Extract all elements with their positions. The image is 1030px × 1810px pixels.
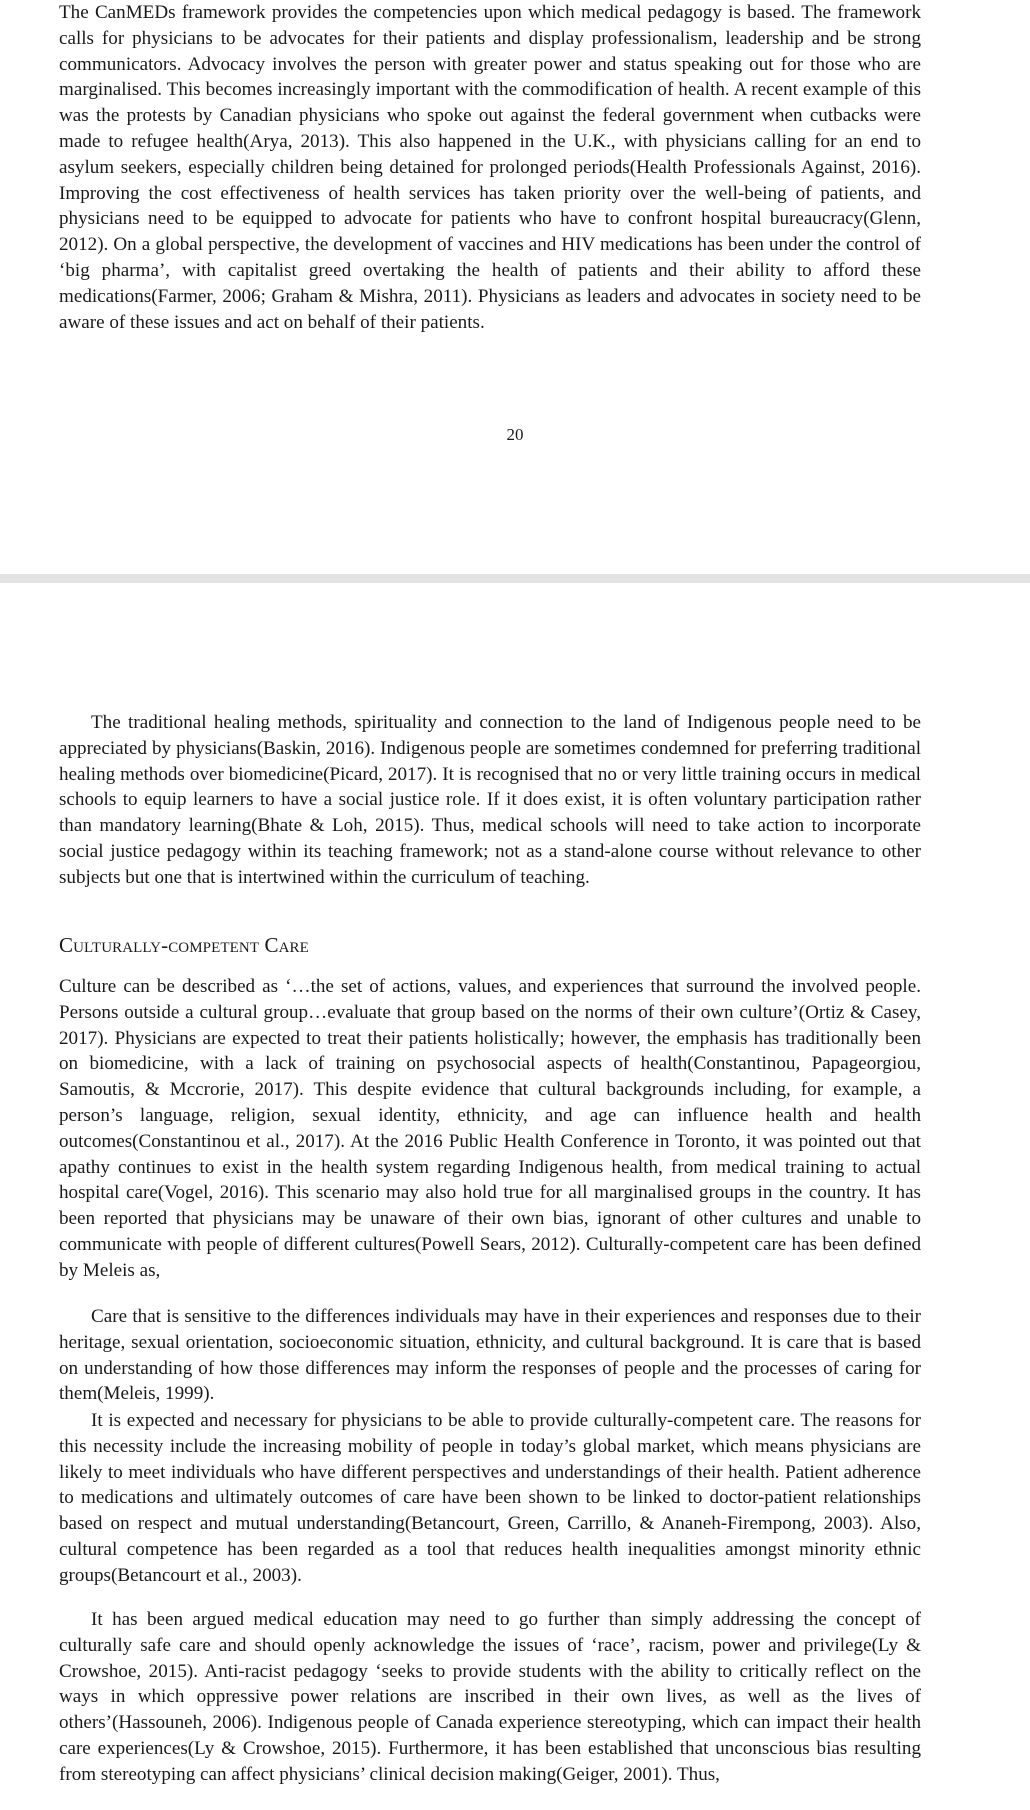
document-page-20	[0, 0, 1030, 574]
culture-definition-paragraph: Culture can be described as ‘…the set of actions, values, and experiences that surround the involved people. Persons outside a cultural group…evaluate that group based on the norms of their own culture’(Ortiz & Casey, 2017). Physicians are expected to treat their patients holistically; however, the emphasis has traditionally been on biomedicine, with a lack of training on psychosocial aspects of health(Constantinou, Papageorgiou, Samoutis, & Mccrorie, 2017). This despite evidence that cultural backgrounds including, for example, a person’s language, religion, sexual identity, ethnicity, and age can influence health and health outcomes(Constantinou et al., 2017). At the 2016 Public Health Conference in Toronto, it was pointed out that apathy continues to exist in the health system regarding Indigenous health, from medical training to actual hospital care(Vogel, 2016). This scenario may also hold true for all marginalised groups in the country. It has been reported that physicians may be unaware of their own bias, ignorant of other cultures and unable to communicate with people of different cultures(Powell Sears, 2012). Culturally-competent care has been defined by Meleis as,	[59, 976, 921, 1281]
meleis-quote-paragraph: Care that is sensitive to the differences individuals may have in their experiences and responses due to their heritage, sexual orientation, socioeconomic situation, ethnicity, and cultural background. It is care that is based on understanding of how those differences may inform the responses of people and the processes of caring for them(Meleis, 1999).	[59, 1306, 921, 1405]
section-heading: Culturally-competent Care	[59, 933, 309, 957]
traditional-healing-paragraph: The traditional healing methods, spirituality and connection to the land of Indigenous people need to be appreciated by physicians(Baskin, 2016). Indigenous people are sometimes condemned for preferring traditional healing methods over biomedicine(Picard, 2017). It is recognised that no or very little training occurs in medical schools to equip learners to have a social justice role. If it does exist, it is often voluntary participation rather than mandatory learning(Bhate & Loh, 2015). Thus, medical schools will need to take action to incorporate social justice pedagogy within its teaching framework; not as a stand-alone course without relevance to other subjects but one that is intertwined within the curriculum of teaching.	[59, 712, 921, 888]
page-gap	[0, 574, 1030, 583]
page-number: 20	[506, 425, 524, 444]
document-page-21	[0, 583, 1030, 1810]
advocacy-paragraph: The CanMEDs framework provides the competencies upon which medical pedagogy is based. The framework calls for physicians to be advocates for their patients and display professionalism, leadership and be strong communicators. Advocacy involves the person with greater power and status speaking out for those who are marginalised. This becomes increasingly important with the commodification of health. A recent example of this was the protests by Canadian physicians who spoke out against the federal government when cutbacks were made to refugee health(Arya, 2013). This also happened in the U.K., with physicians calling for an end to asylum seekers, especially children being detained for prolonged periods(Health Professionals Against, 2016). Improving the cost effectiveness of health services has taken priority over the well-being of patients, and physicians need to be equipped to advocate for patients who have to confront hospital bureaucracy(Glenn, 2012). On a global perspective, the development of vaccines and HIV medications has been under the control of ‘big pharma’, with capitalist greed overtaking the health of patients and their ability to afford these medications(Farmer, 2006; Graham & Mishra, 2011). Physicians as leaders and advocates in society need to be aware of these issues and act on behalf of their patients.	[59, 2, 921, 333]
cultural-competence-paragraph: It is expected and necessary for physicians to be able to provide culturally-competent care. The reasons for this necessity include the increasing mobility of people in today’s global market, which means physicians are likely to meet individuals who have different perspectives and understandings of their health. Patient adherence to medications and ultimately outcomes of care have been shown to be linked to doctor-patient relationships based on respect and mutual understanding(Betancourt, Green, Carrillo, & Ananeh-Firempong, 2003). Also, cultural competence has been regarded as a tool that reduces health inequalities amongst minority ethnic groups(Betancourt et al., 2003).	[59, 1410, 921, 1586]
anti-racist-pedagogy-paragraph: It has been argued medical education may need to go further than simply addressing the concept of culturally safe care and should openly acknowledge the issues of ‘race’, racism, power and privilege(Ly & Crowshoe, 2015). Anti-racist pedagogy ‘seeks to provide students with the ability to critically reflect on the ways in which oppressive power relations are inscribed in their own lives, as well as the lives of others’(Hassouneh, 2006). Indigenous people of Canada experience stereotyping, which can impact their health care experiences(Ly & Crowshoe, 2015). Furthermore, it has been established that unconscious bias resulting from stereotyping can affect physicians’ clinical decision making(Geiger, 2001). Thus,	[59, 1609, 921, 1785]
